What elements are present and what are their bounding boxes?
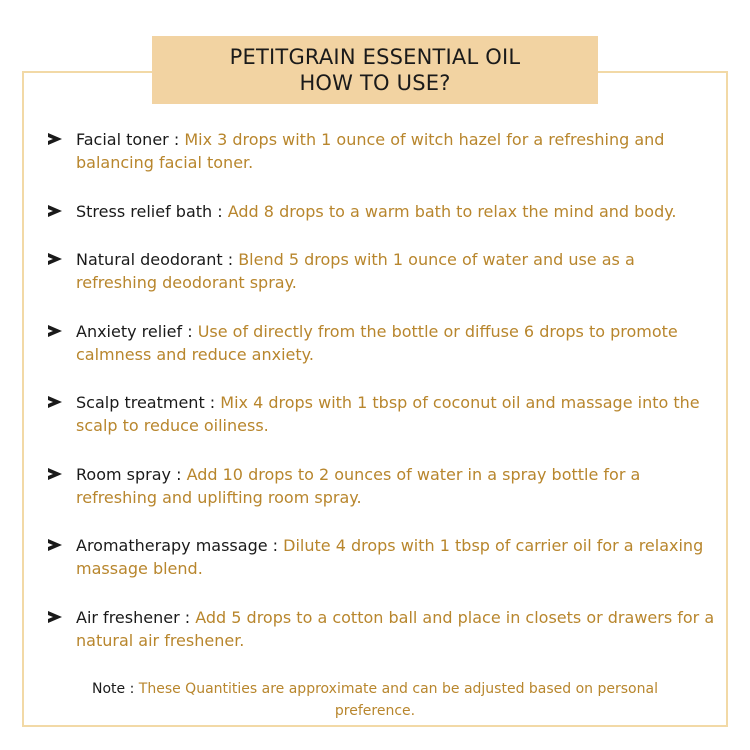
use-label: Anxiety relief : — [76, 321, 193, 341]
use-description: Dilute 4 drops with 1 tbsp of carrier oil for a relaxing massage blend. — [76, 536, 704, 578]
use-label: Facial toner : — [76, 130, 180, 149]
use-label: Aromatherapy massage : — [76, 536, 279, 555]
list-item-aromatherapy-massage — [48, 534, 718, 580]
use-description: Add 8 drops to a warm bath to relax the mind and body. — [227, 201, 677, 221]
use-label: Air freshener : — [76, 607, 191, 627]
arrowhead-bullet-icon — [48, 133, 62, 145]
arrowhead-bullet-icon — [48, 253, 62, 265]
use-description: Blend 5 drops with 1 ounce of water and use as a refreshing deodorant spray. — [76, 250, 635, 292]
list-item-room-spray — [48, 463, 718, 509]
arrowhead-bullet-icon — [48, 539, 62, 551]
use-description: Mix 4 drops with 1 tbsp of coconut oil and massage into the scalp to reduce oiliness. — [76, 393, 700, 435]
page-subtitle: HOW TO USE? — [299, 71, 451, 95]
list-item-anxiety-relief — [48, 320, 718, 366]
use-description: Use of directly from the bottle or diffuse 6 drops to promote calmness and reduce anxiety. — [76, 321, 678, 364]
use-label: Room spray : — [76, 464, 182, 484]
use-label: Scalp treatment : — [76, 393, 216, 412]
use-description: Mix 3 drops with 1 ounce of witch hazel for a refreshing and balancing facial toner. — [76, 130, 665, 172]
list-item-natural-deodorant — [48, 248, 718, 294]
arrowhead-bullet-icon — [48, 396, 62, 408]
arrowhead-bullet-icon — [48, 611, 62, 623]
usage-list — [48, 128, 718, 677]
use-description: Add 10 drops to 2 ounces of water in a spray bottle for a refreshing and uplifting room spray. — [76, 464, 641, 507]
page-title: PETITGRAIN ESSENTIAL OIL — [229, 45, 521, 69]
title-banner — [152, 36, 598, 104]
use-description: Add 5 drops to a cotton ball and place in closets or drawers for a natural air freshener. — [76, 607, 715, 650]
arrowhead-bullet-icon — [48, 468, 62, 480]
list-item-air-freshener — [48, 606, 718, 652]
list-item-scalp-treatment — [48, 391, 718, 437]
footnote — [60, 678, 690, 722]
arrowhead-bullet-icon — [48, 205, 62, 217]
list-item-facial-toner — [48, 128, 718, 174]
note-text: These Quantities are approximate and can be adjusted based on personal preference. — [138, 681, 658, 719]
arrowhead-bullet-icon — [48, 325, 62, 337]
note-label: Note : — [92, 681, 135, 697]
use-label: Stress relief bath : — [76, 201, 223, 221]
list-item-stress-relief-bath — [48, 200, 718, 223]
use-label: Natural deodorant : — [76, 250, 234, 269]
